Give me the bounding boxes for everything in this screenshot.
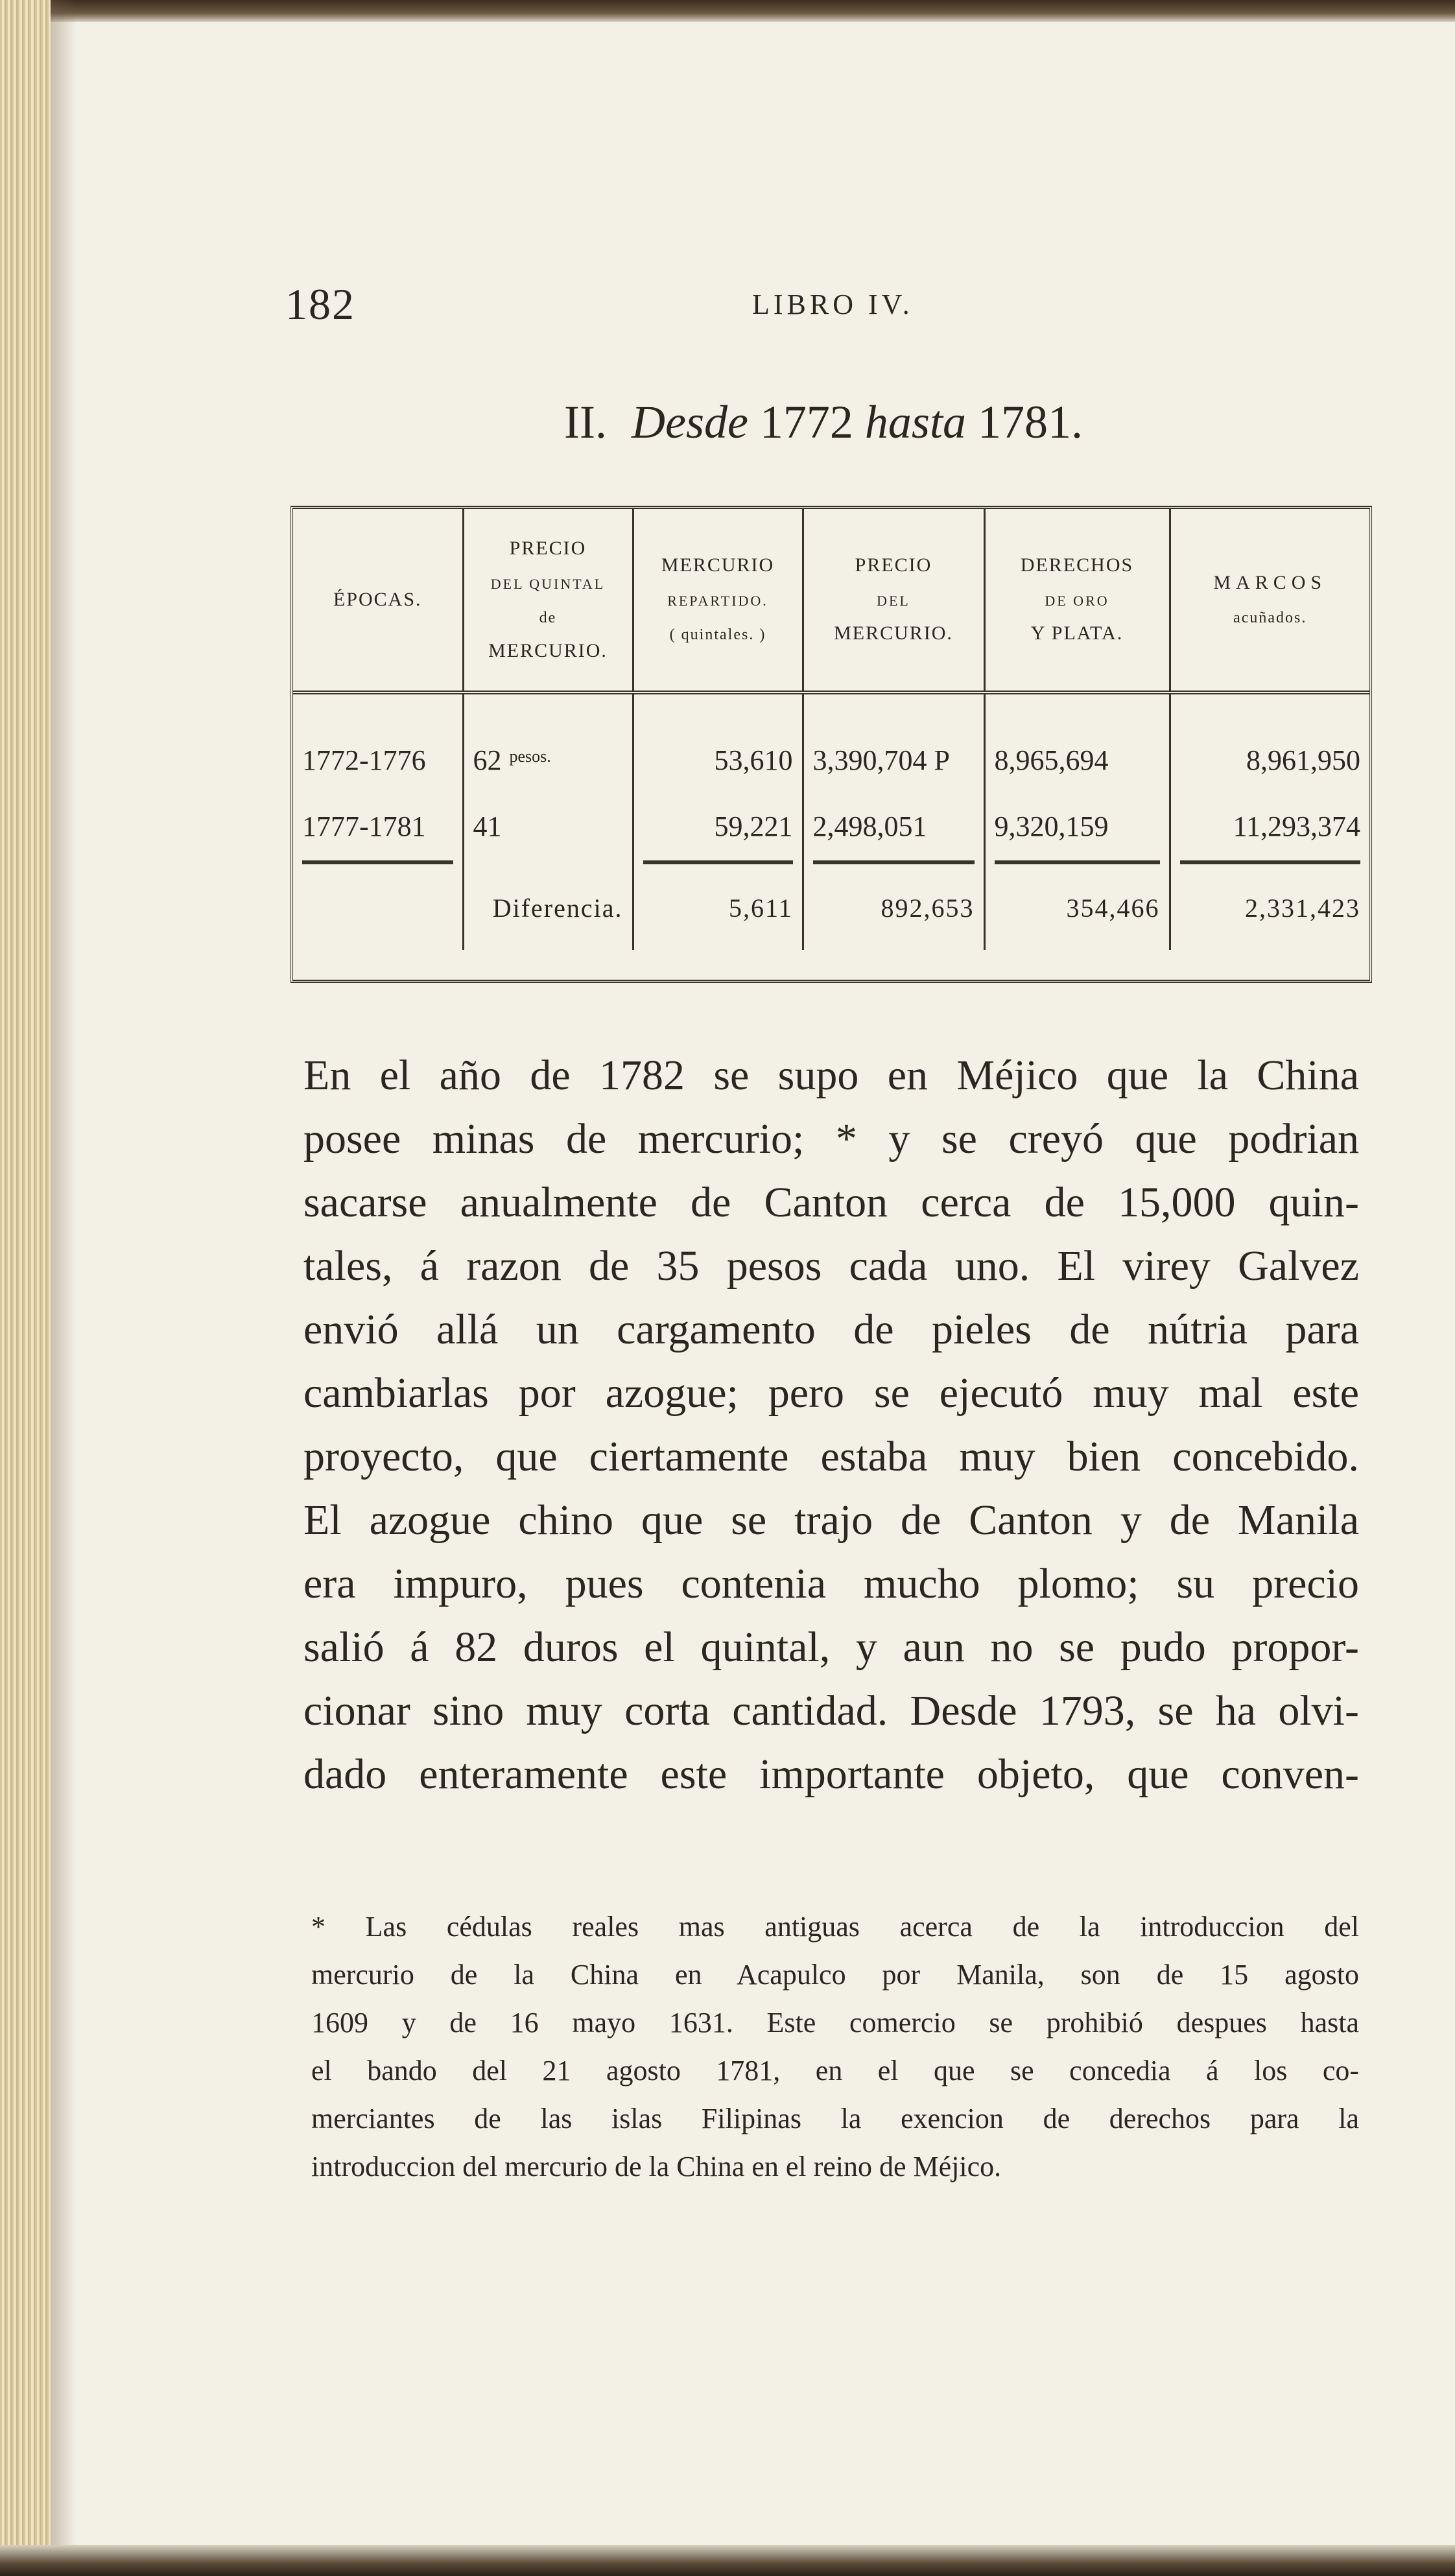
body-line: El azogue chino que se trajo de Canton y de Manila bbox=[303, 1496, 1359, 1544]
difference-marcos: 2,331,423 bbox=[1245, 893, 1360, 923]
difference-derechos: 354,466 bbox=[984, 866, 1170, 950]
header-precio-mercurio: PRECIO DEL MERCURIO. bbox=[803, 509, 984, 692]
cell-derechos: 8,965,694 bbox=[984, 714, 1170, 793]
section-title bbox=[285, 396, 1362, 449]
cell-marcos: 8,961,950 bbox=[1246, 744, 1360, 776]
body-line: envió allá un cargamento de pieles de nútria para bbox=[303, 1306, 1359, 1353]
body-line: salió á 82 duros el quintal, y aun no se pudo propor- bbox=[303, 1624, 1359, 1671]
cell-precio: 62 $^{pesos.}$ bbox=[463, 714, 633, 793]
table-rule bbox=[293, 859, 1369, 866]
header-marcos: MARCOS acuñados. bbox=[1170, 509, 1369, 692]
body-line: dado enteramente este importante objeto, que conven- bbox=[303, 1751, 1359, 1798]
body-line: tales, á razon de 35 pesos cada uno. El virey Galvez bbox=[303, 1242, 1359, 1290]
table-row bbox=[293, 793, 1369, 859]
section-number: II. bbox=[564, 396, 607, 448]
binding-shadow bbox=[51, 0, 77, 2576]
cell-epoca: 1777-1781 bbox=[293, 793, 463, 859]
section-year-end: 1781. bbox=[977, 396, 1083, 448]
footnote-line: merciantes de las islas Filipinas la exencion de derechos para la bbox=[311, 2103, 1359, 2134]
table-header-row bbox=[293, 509, 1369, 692]
footnote-line: 1609 y de 16 mayo 1631. Este comercio se prohibió despues hasta bbox=[311, 2007, 1359, 2038]
page-top-edge bbox=[0, 0, 1455, 22]
body-line: era impuro, pues contenia mucho plomo; su precio bbox=[303, 1560, 1359, 1607]
body-line: cionar sino muy corta cantidad. Desde 1793, se ha olvi- bbox=[303, 1687, 1359, 1734]
cell-marcos: 11,293,374 bbox=[1233, 810, 1360, 842]
cell-epoca: 1772-1776 bbox=[293, 714, 463, 793]
cell-precio-mercurio: 3,390,704 P bbox=[803, 714, 984, 793]
page-number: 182 bbox=[285, 279, 355, 329]
table-row bbox=[293, 714, 1369, 793]
body-paragraph bbox=[303, 1044, 1359, 1806]
footnote-line: * Las cédulas reales mas antiguas acerca de la introduccion del bbox=[311, 1911, 1359, 1943]
cell-repartido: 59,221 bbox=[633, 793, 803, 859]
section-word-hasta: hasta bbox=[864, 396, 966, 448]
header-epocas: ÉPOCAS. bbox=[293, 509, 463, 692]
section-word-desde: Desde bbox=[631, 396, 748, 448]
footnote-line: el bando del 21 agosto 1781, en el que se concedia á los co- bbox=[311, 2055, 1359, 2086]
body-line: sacarse anualmente de Canton cerca de 15,000 quin- bbox=[303, 1179, 1359, 1226]
header-mercurio-repartido: MERCURIO REPARTIDO. ( quintales. ) bbox=[633, 509, 803, 692]
header-precio-quintal: PRECIO DEL QUINTAL de MERCURIO. bbox=[463, 509, 633, 692]
page-bottom-edge bbox=[0, 2545, 1455, 2576]
difference-label: Diferencia. bbox=[463, 866, 633, 950]
header-derechos: DERECHOS DE ORO Y PLATA. bbox=[984, 509, 1170, 692]
footnote-line: introduccion del mercurio de la China en el reino de Méjico. bbox=[311, 2151, 1002, 2182]
running-head: LIBRO IV. bbox=[752, 289, 914, 320]
difference-repartido: 5,611 bbox=[633, 866, 803, 950]
mercury-table bbox=[290, 506, 1372, 983]
page-header bbox=[285, 279, 1362, 337]
page-stack-edge bbox=[0, 0, 51, 2576]
footnote-line: mercurio de la China en Acapulco por Manila, son de 15 agosto bbox=[311, 1959, 1359, 1991]
section-year-start: 1772 bbox=[759, 396, 853, 448]
body-line: proyecto, que ciertamente estaba muy bien concebido. bbox=[303, 1433, 1359, 1480]
body-line: En el año de 1782 se supo en Méjico que la China bbox=[303, 1052, 1359, 1099]
cell-repartido: 53,610 bbox=[633, 714, 803, 793]
cell-precio-mercurio: 2,498,051 bbox=[803, 793, 984, 859]
body-line: posee minas de mercurio; * y se creyó que podrian bbox=[303, 1115, 1359, 1163]
cell-precio: 41 bbox=[463, 793, 633, 859]
cell-derechos: 9,320,159 bbox=[984, 793, 1170, 859]
body-line: cambiarlas por azogue; pero se ejecutó muy mal este bbox=[303, 1369, 1359, 1417]
footnote bbox=[311, 1903, 1359, 2191]
difference-precio-mercurio: 892,653 bbox=[803, 866, 984, 950]
difference-row bbox=[293, 866, 1369, 950]
